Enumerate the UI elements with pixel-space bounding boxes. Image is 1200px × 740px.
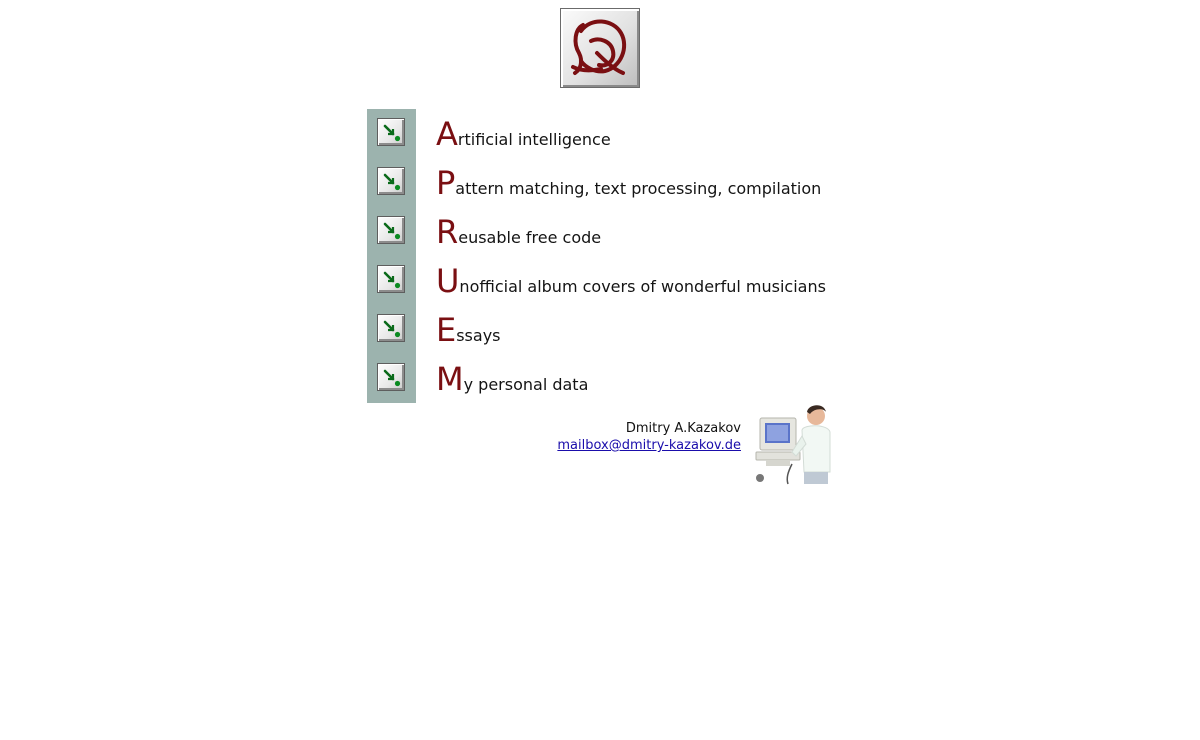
person-at-computer-icon bbox=[752, 402, 832, 486]
menu-initial: P bbox=[436, 164, 456, 202]
arrow-down-right-dot-icon bbox=[378, 168, 404, 194]
menu-link-personal-data[interactable] bbox=[436, 361, 588, 403]
menu-label: nofficial album covers of wonderful musicians bbox=[459, 277, 826, 296]
dk-monogram-icon bbox=[561, 9, 639, 87]
menu-link-artificial-intelligence[interactable] bbox=[436, 116, 611, 158]
arrow-down-right-dot-icon bbox=[378, 217, 404, 243]
menu-item-album-covers bbox=[367, 256, 847, 305]
menu-initial: A bbox=[436, 115, 458, 153]
menu-item-artificial-intelligence bbox=[367, 109, 847, 158]
menu-initial: R bbox=[436, 213, 459, 251]
arrow-down-right-dot-icon bbox=[378, 266, 404, 292]
menu-item-pattern-matching bbox=[367, 158, 847, 207]
menu-button-artificial-intelligence[interactable] bbox=[377, 118, 405, 146]
main-menu bbox=[367, 109, 847, 403]
menu-label: rtificial intelligence bbox=[457, 130, 611, 149]
author-name: Dmitry A.Kazakov bbox=[625, 421, 741, 436]
menu-link-pattern-matching[interactable] bbox=[436, 165, 821, 207]
menu-button-reusable-free-code[interactable] bbox=[377, 216, 405, 244]
menu-item-essays bbox=[367, 305, 847, 354]
menu-link-album-covers[interactable] bbox=[436, 263, 826, 305]
menu-link-essays[interactable] bbox=[436, 312, 501, 354]
menu-button-personal-data[interactable] bbox=[377, 363, 405, 391]
author-photo bbox=[752, 402, 832, 486]
menu-initial: M bbox=[436, 360, 464, 398]
email-link[interactable]: mailbox@dmitry-kazakov.de bbox=[557, 438, 741, 453]
menu-initial: U bbox=[436, 262, 460, 300]
logo-badge[interactable] bbox=[560, 8, 640, 88]
arrow-down-right-dot-icon bbox=[378, 119, 404, 145]
menu-label: eusable free code bbox=[458, 228, 602, 247]
arrow-down-right-dot-icon bbox=[378, 315, 404, 341]
signature bbox=[557, 420, 741, 454]
menu-label: ssays bbox=[456, 326, 501, 345]
menu-button-pattern-matching[interactable] bbox=[377, 167, 405, 195]
menu-item-personal-data bbox=[367, 354, 847, 403]
menu-label: attern matching, text processing, compilation bbox=[455, 179, 822, 198]
menu-initial: E bbox=[436, 311, 457, 349]
menu-button-album-covers[interactable] bbox=[377, 265, 405, 293]
menu-item-reusable-free-code bbox=[367, 207, 847, 256]
menu-label: y personal data bbox=[463, 375, 589, 394]
menu-button-essays[interactable] bbox=[377, 314, 405, 342]
arrow-down-right-dot-icon bbox=[378, 364, 404, 390]
menu-link-reusable-free-code[interactable] bbox=[436, 214, 601, 256]
